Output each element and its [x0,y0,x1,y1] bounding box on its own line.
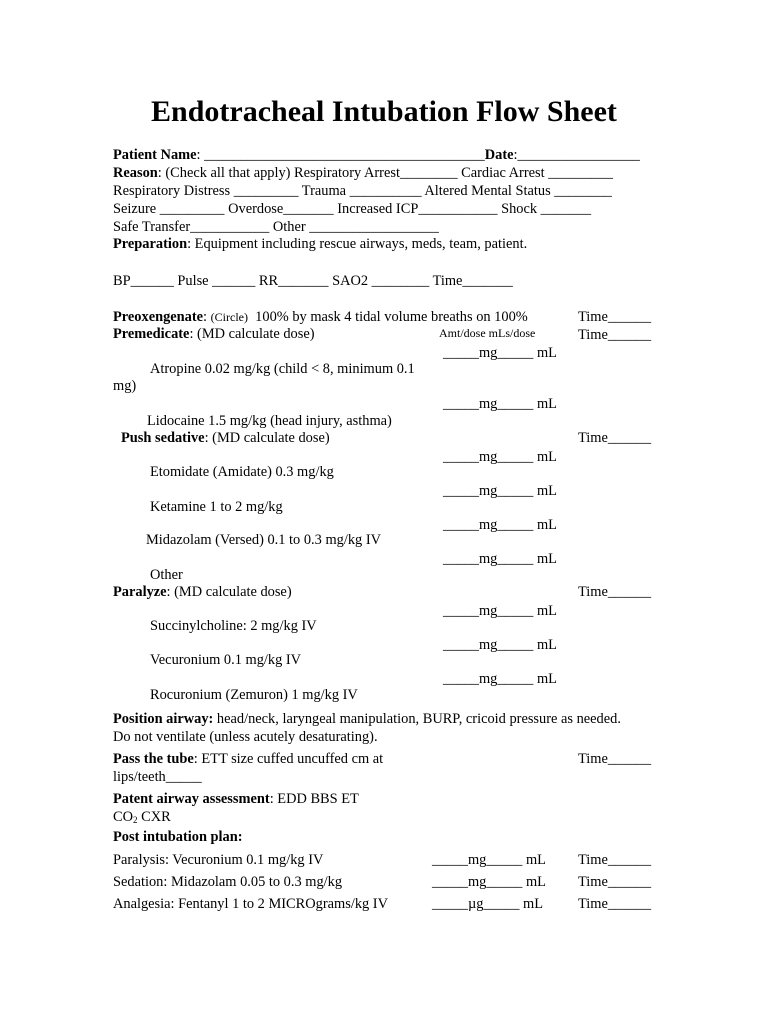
atropine-label-2: mg) [113,378,137,394]
ketamine-dose[interactable]: _____mg_____ mL [443,483,557,499]
pass-tube-label: Pass the tube [113,751,194,767]
reason-line-3[interactable]: Seizure _________ Overdose_______ Increased ICP___________ Shock _______ [113,201,592,217]
position-airway-line-2: Do not ventilate (unless acutely desaturating). [113,729,378,745]
rocuronium-label: Rocuronium (Zemuron) 1 mg/kg IV [150,687,358,703]
assessment-label: Patent airway assessment [113,791,270,807]
midazolam-dose[interactable]: _____mg_____ mL [443,517,557,533]
date-label: Date [484,147,514,163]
premedicate-label: Premedicate [113,326,190,342]
post-analgesia-dose[interactable]: _____µg_____ mL [432,896,544,912]
succinylcholine-dose[interactable]: _____mg_____ mL [443,603,557,619]
vitals-line[interactable]: BP______ Pulse ______ RR_______ SAO2 ________ Time_______ [113,273,513,289]
sedative-line [121,431,330,445]
assessment-options[interactable]: : EDD BBS ET [269,791,359,807]
reason-line-2[interactable]: Respiratory Distress _________ Trauma __________ Altered Mental Status ________ [113,183,612,199]
post-paralysis-label: Paralysis: Vecuronium 0.1 mg/kg IV [113,852,324,868]
patient-name-blank[interactable]: : _______________________________________ [196,147,485,163]
premedicate-text: : (MD calculate dose) [189,326,315,342]
post-sedation-dose[interactable]: _____mg_____ mL [432,874,546,890]
pass-tube-line-2[interactable]: lips/teeth_____ [113,769,202,785]
assessment-line-2[interactable]: $CO_2$ CXR [113,809,171,825]
paralyze-line [113,585,292,599]
post-analgesia-label: Analgesia: Fentanyl 1 to 2 MICROgrams/kg IV [113,896,388,912]
reason-options-1[interactable]: : (Check all that apply) Respiratory Arrest________ Cardiac Arrest _________ [157,165,613,181]
vecuronium-label: Vecuronium 0.1 mg/kg IV [150,652,302,668]
succinylcholine-label: Succinylcholine: 2 mg/kg IV [150,618,317,634]
ketamine-label: Ketamine 1 to 2 mg/kg [150,499,283,515]
lidocaine-dose[interactable]: _____mg_____ mL [443,396,557,412]
premedicate-line [113,327,315,341]
post-paralysis-time[interactable]: Time______ [578,852,652,868]
post-paralysis-dose[interactable]: _____mg_____ mL [432,852,546,868]
etomidate-label: Etomidate (Amidate) 0.3 mg/kg [150,464,334,480]
paralyze-label: Paralyze [113,584,167,600]
sedative-text: : (MD calculate dose) [204,430,330,446]
pass-tube-line-1 [113,752,383,766]
etomidate-dose[interactable]: _____mg_____ mL [443,449,557,465]
post-sedation-time[interactable]: Time______ [578,874,652,890]
preparation-text: : Equipment including rescue airways, meds, team, patient. [187,236,528,252]
atropine-dose[interactable]: _____mg_____ mL [443,345,557,361]
sedative-time[interactable]: Time______ [578,430,652,446]
date-blank[interactable]: :_________________ [513,147,640,163]
other-label: Other [150,567,183,583]
assessment-line-1 [113,792,359,806]
other-dose[interactable]: _____mg_____ mL [443,551,557,567]
patient-name-label: Patient Name [113,147,197,163]
post-sedation-label: Sedation: Midazolam 0.05 to 0.3 mg/kg [113,874,343,890]
post-analgesia-time[interactable]: Time______ [578,896,652,912]
dose-column-header: Amt/dose mLs/dose [439,326,536,340]
rocuronium-dose[interactable]: _____mg_____ mL [443,671,557,687]
preoxygenate-line: Preoxengenate: (Circle) 100% by mask 4 tidal volume breaths on 100% [113,309,528,325]
page-title: Endotracheal Intubation Flow Sheet [151,95,617,128]
preoxygenate-label: Preoxengenate [113,309,204,325]
post-plan-header: Post intubation plan: [113,829,243,845]
paralyze-time[interactable]: Time______ [578,584,652,600]
vecuronium-dose[interactable]: _____mg_____ mL [443,637,557,653]
preparation-line [113,237,527,251]
sedative-label: Push sedative [121,430,205,446]
pass-tube-options[interactable]: : ETT size cuffed uncuffed cm at [193,751,384,767]
position-airway-line-1 [113,712,621,726]
preoxygenate-options[interactable]: 100% by mask 4 tidal volume breaths on 100% [255,309,528,325]
reason-label: Reason [113,165,158,181]
reason-line-4[interactable]: Safe Transfer___________ Other __________________ [113,219,439,235]
midazolam-label: Midazolam (Versed) 0.1 to 0.3 mg/kg IV [146,532,381,548]
preparation-label: Preparation [113,236,188,252]
atropine-label-1: Atropine 0.02 mg/kg (child < 8, minimum 0.1 [150,361,415,377]
pass-tube-time[interactable]: Time______ [578,751,652,767]
lidocaine-label: Lidocaine 1.5 mg/kg (head injury, asthma) [147,413,392,429]
patient-name-line [113,148,640,162]
circle-note: (Circle) [210,310,248,324]
position-airway-label: Position airway: [113,711,214,727]
paralyze-text: : (MD calculate dose) [166,584,292,600]
premedicate-time[interactable]: Time______ [578,327,652,343]
preoxygenate-time[interactable]: Time______ [578,309,652,325]
reason-line-1 [113,166,613,180]
position-airway-text: head/neck, laryngeal manipulation, BURP, cricoid pressure as needed. [213,711,621,727]
